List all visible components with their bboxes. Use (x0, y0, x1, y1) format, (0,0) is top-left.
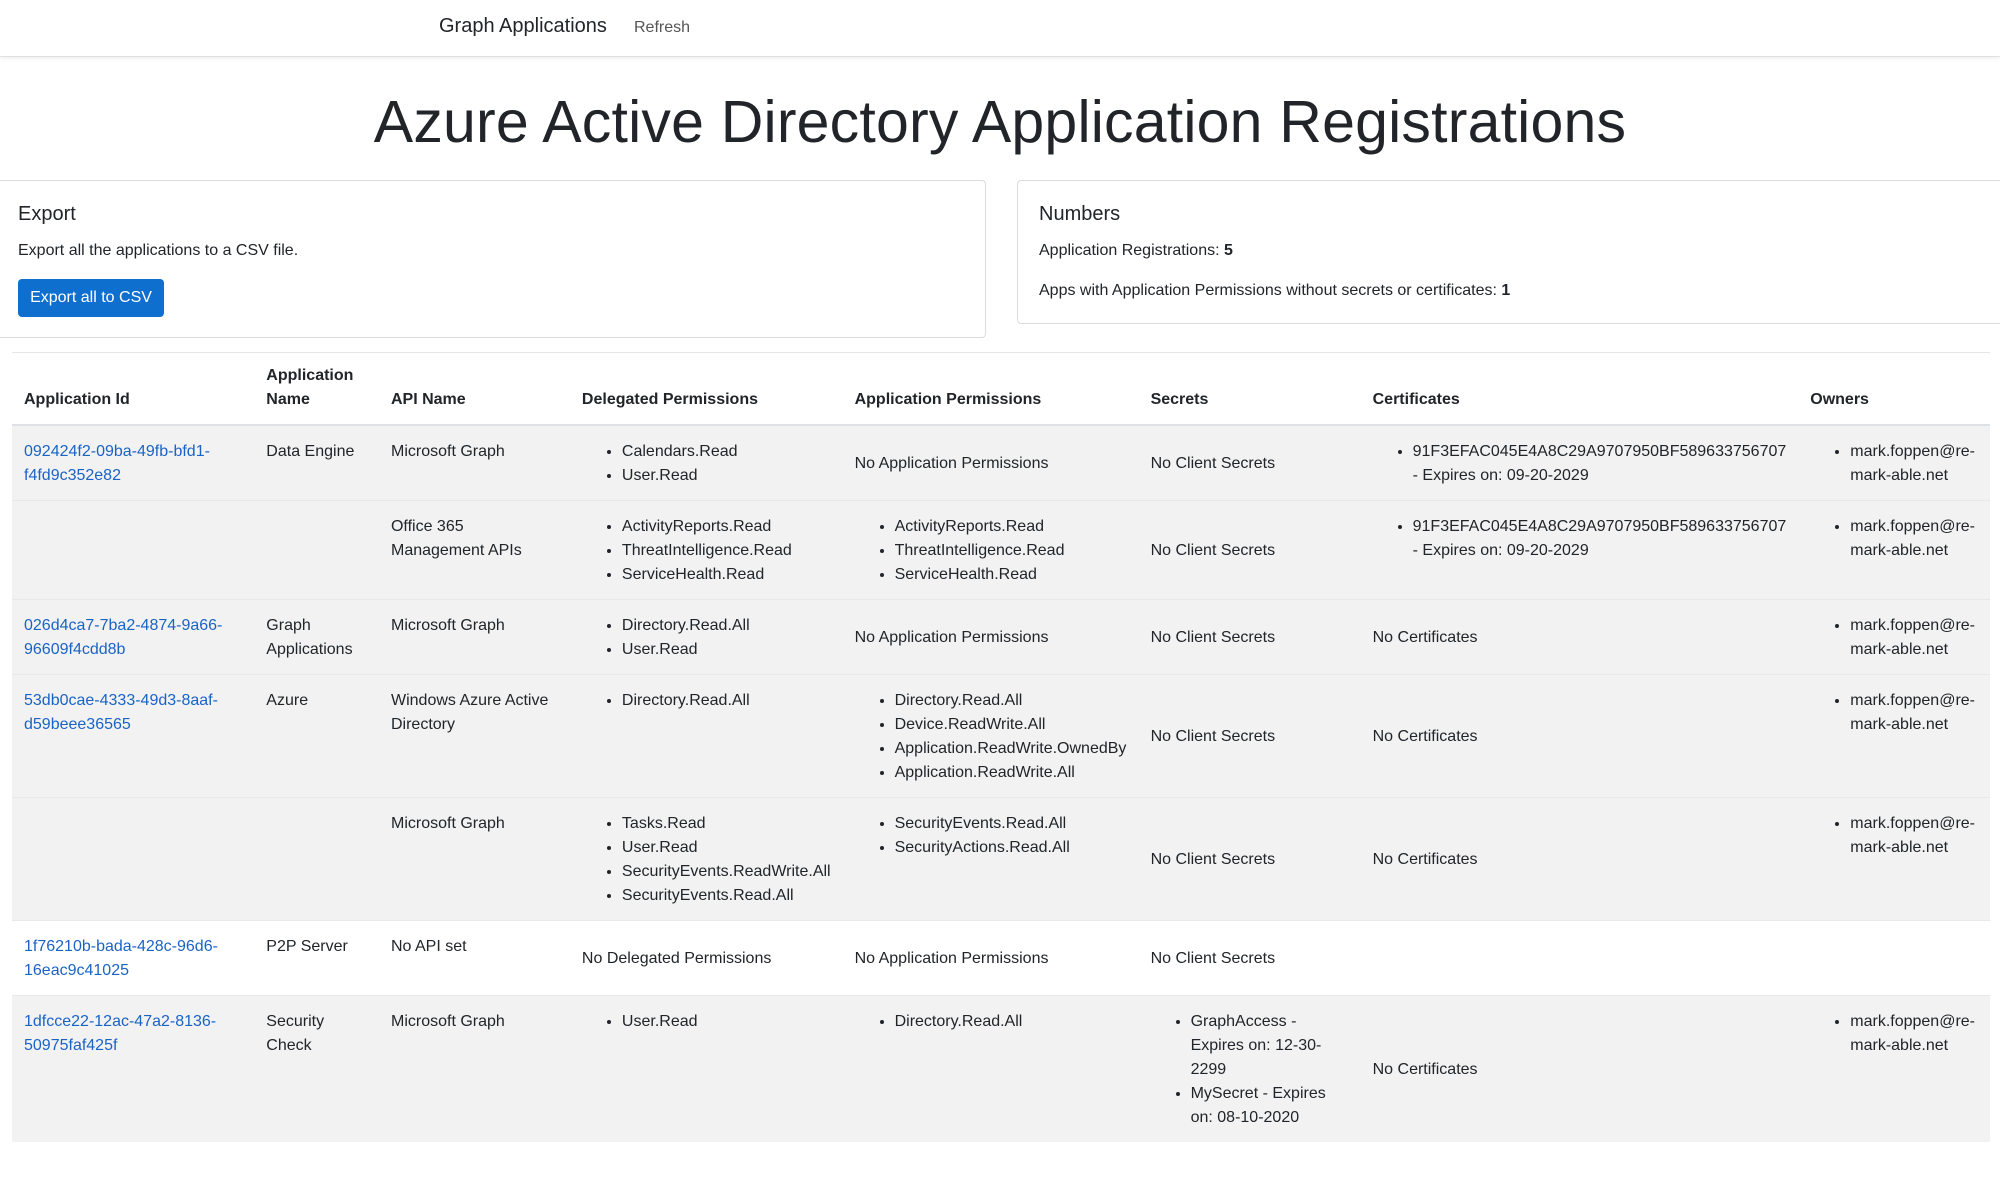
cell-application-name (254, 798, 379, 921)
list-item: • ThreatIntelligence.Read (895, 539, 1127, 563)
table-row (12, 425, 1990, 501)
registrations-value: 5 (1223, 242, 1233, 259)
cell-application-permissions (843, 675, 1139, 798)
list-item: • mark.foppen@re-mark-able.net (1850, 440, 1978, 488)
cell-certificates: No Certificates (1361, 600, 1799, 675)
table-row (12, 675, 1990, 798)
cell-application-name: Data Engine (254, 425, 379, 501)
permission-list (582, 689, 831, 713)
permission-list (582, 812, 831, 908)
cell-application-id (12, 996, 254, 1143)
header-application-name: Application Name (254, 356, 379, 425)
cell-certificates: No Certificates (1361, 996, 1799, 1143)
cell-application-id (12, 675, 254, 798)
list-item: • ServiceHealth.Read (895, 563, 1127, 587)
permission-list (582, 440, 831, 488)
cell-application-permissions (843, 996, 1139, 1143)
cell-secrets (1139, 996, 1361, 1143)
permission-list (582, 1010, 831, 1034)
list-item: • ActivityReports.Read (895, 515, 1127, 539)
cell-application-permissions (843, 501, 1139, 600)
permission-list (1810, 689, 1978, 737)
permission-list (855, 812, 1127, 860)
refresh-link[interactable]: Refresh (634, 19, 691, 36)
list-item: • Directory.Read.All (622, 614, 831, 638)
permission-list (1810, 812, 1978, 860)
list-item: • Calendars.Read (622, 440, 831, 464)
list-item: • User.Read (622, 1010, 831, 1034)
list-item: • mark.foppen@re-mark-able.net (1850, 812, 1978, 860)
application-id-link[interactable]: 092424f2-09ba-49fb-bfd1-f4fd9c352e82 (24, 443, 210, 484)
top-navbar (0, 0, 2000, 57)
cell-owners (1798, 996, 1990, 1143)
cell-application-permissions (843, 798, 1139, 921)
table-row (12, 996, 1990, 1143)
cell-api-name: Office 365 Management APIs (379, 501, 570, 600)
cell-application-id (12, 600, 254, 675)
permission-list (1373, 515, 1787, 563)
permission-list (582, 515, 831, 587)
cell-secrets: No Client Secrets (1139, 600, 1361, 675)
list-item: • Directory.Read.All (622, 689, 831, 713)
page-title: Azure Active Directory Application Registrations (373, 89, 1627, 155)
list-item: • Application.ReadWrite.All (895, 761, 1127, 785)
table-row (12, 501, 1990, 600)
permission-list (855, 689, 1127, 785)
list-item: • GraphAccess - Expires on: 12-30-2299 (1191, 1010, 1349, 1082)
list-item: • ActivityReports.Read (622, 515, 831, 539)
cell-owners (1798, 798, 1990, 921)
list-item: • SecurityEvents.ReadWrite.All (622, 860, 831, 884)
list-item: • 91F3EFAC045E4A8C29A9707950BF589633756707 - Expires on: 09-20-2029 (1413, 440, 1787, 488)
permission-list (1373, 440, 1787, 488)
cell-certificates (1361, 425, 1799, 501)
cell-delegated-permissions (570, 501, 843, 600)
section-divider (12, 352, 1990, 353)
header-secrets: Secrets (1139, 356, 1361, 425)
export-csv-button[interactable]: Export all to CSV (18, 279, 164, 317)
cell-application-permissions: No Application Permissions (843, 921, 1139, 996)
header-certificates: Certificates (1361, 356, 1799, 425)
cell-application-id (12, 425, 254, 501)
cell-owners (1798, 600, 1990, 675)
table-header-row (12, 356, 1990, 425)
table-row (12, 921, 1990, 996)
cell-secrets: No Client Secrets (1139, 675, 1361, 798)
cell-api-name: Microsoft Graph (379, 798, 570, 921)
permission-list (582, 614, 831, 662)
cell-application-id (12, 798, 254, 921)
permission-list (855, 515, 1127, 587)
cell-application-name: Graph Applications (254, 600, 379, 675)
cell-api-name: No API set (379, 921, 570, 996)
no-secrets-value: 1 (1501, 282, 1511, 299)
list-item: • mark.foppen@re-mark-able.net (1850, 689, 1978, 737)
header-owners: Owners (1798, 356, 1990, 425)
no-secrets-label: Apps with Application Permissions without secrets or certificates: (1039, 282, 1502, 299)
header-application-id: Application Id (12, 356, 254, 425)
cell-application-id (12, 921, 254, 996)
list-item: • ThreatIntelligence.Read (622, 539, 831, 563)
cell-secrets: No Client Secrets (1139, 501, 1361, 600)
header-application-permissions: Application Permissions (843, 356, 1139, 425)
list-item: • 91F3EFAC045E4A8C29A9707950BF589633756707 - Expires on: 09-20-2029 (1413, 515, 1787, 563)
application-id-link[interactable]: 026d4ca7-7ba2-4874-9a66-96609f4cdd8b (24, 617, 223, 658)
list-item: • Directory.Read.All (895, 689, 1127, 713)
table-body (12, 425, 1990, 1142)
cell-certificates (1361, 501, 1799, 600)
cell-owners (1798, 501, 1990, 600)
cell-secrets: No Client Secrets (1139, 425, 1361, 501)
registrations-count (1039, 242, 1233, 260)
cell-delegated-permissions: No Delegated Permissions (570, 921, 843, 996)
list-item: • SecurityEvents.Read.All (622, 884, 831, 908)
permission-list (1810, 1010, 1978, 1058)
cell-certificates: No Certificates (1361, 675, 1799, 798)
cell-api-name: Microsoft Graph (379, 425, 570, 501)
list-item: • mark.foppen@re-mark-able.net (1850, 1010, 1978, 1058)
permission-list (1810, 515, 1978, 563)
cell-certificates (1361, 921, 1799, 996)
cell-owners (1798, 675, 1990, 798)
permission-list (855, 1010, 1127, 1034)
application-id-link[interactable]: 1f76210b-bada-428c-96d6-16eac9c41025 (24, 938, 218, 979)
cell-delegated-permissions (570, 675, 843, 798)
cell-owners (1798, 425, 1990, 501)
list-item: • SecurityEvents.Read.All (895, 812, 1127, 836)
cell-application-name: Security Check (254, 996, 379, 1143)
list-item: • mark.foppen@re-mark-able.net (1850, 614, 1978, 662)
cell-secrets: No Client Secrets (1139, 921, 1361, 996)
list-item: • Directory.Read.All (895, 1010, 1127, 1034)
application-id-link[interactable]: 53db0cae-4333-49d3-8aaf-d59beee36565 (24, 692, 218, 733)
cell-application-permissions: No Application Permissions (843, 600, 1139, 675)
registrations-label: Application Registrations: (1039, 242, 1224, 259)
permission-list (1151, 1010, 1349, 1130)
cell-application-permissions: No Application Permissions (843, 425, 1139, 501)
list-item: • Application.ReadWrite.OwnedBy (895, 737, 1127, 761)
list-item: • MySecret - Expires on: 08-10-2020 (1191, 1082, 1349, 1130)
cell-application-name (254, 501, 379, 600)
applications-table (12, 356, 1990, 1142)
navbar-brand[interactable]: Graph Applications (439, 15, 607, 37)
table-row (12, 600, 1990, 675)
export-card-heading: Export (18, 203, 76, 225)
export-card-text: Export all the applications to a CSV file. (18, 242, 299, 259)
cell-application-name: P2P Server (254, 921, 379, 996)
header-delegated-permissions: Delegated Permissions (570, 356, 843, 425)
table-row (12, 798, 1990, 921)
cell-api-name: Microsoft Graph (379, 996, 570, 1143)
cell-delegated-permissions (570, 600, 843, 675)
no-secrets-count (1039, 282, 1510, 300)
cell-api-name: Microsoft Graph (379, 600, 570, 675)
cell-certificates: No Certificates (1361, 798, 1799, 921)
cell-delegated-permissions (570, 996, 843, 1143)
numbers-card (1017, 180, 2000, 324)
cell-application-name: Azure (254, 675, 379, 798)
header-api-name: API Name (379, 356, 570, 425)
list-item: • User.Read (622, 638, 831, 662)
list-item: • mark.foppen@re-mark-able.net (1850, 515, 1978, 563)
cell-delegated-permissions (570, 798, 843, 921)
application-id-link[interactable]: 1dfcce22-12ac-47a2-8136-50975faf425f (24, 1013, 217, 1054)
cell-owners (1798, 921, 1990, 996)
list-item: • ServiceHealth.Read (622, 563, 831, 587)
cell-application-id (12, 501, 254, 600)
export-card (0, 180, 986, 338)
list-item: • Device.ReadWrite.All (895, 713, 1127, 737)
numbers-card-heading: Numbers (1039, 203, 1121, 225)
list-item: • User.Read (622, 836, 831, 860)
permission-list (1810, 440, 1978, 488)
cell-secrets: No Client Secrets (1139, 798, 1361, 921)
permission-list (1810, 614, 1978, 662)
list-item: • User.Read (622, 464, 831, 488)
list-item: • Tasks.Read (622, 812, 831, 836)
cell-api-name: Windows Azure Active Directory (379, 675, 570, 798)
list-item: • SecurityActions.Read.All (895, 836, 1127, 860)
cell-delegated-permissions (570, 425, 843, 501)
